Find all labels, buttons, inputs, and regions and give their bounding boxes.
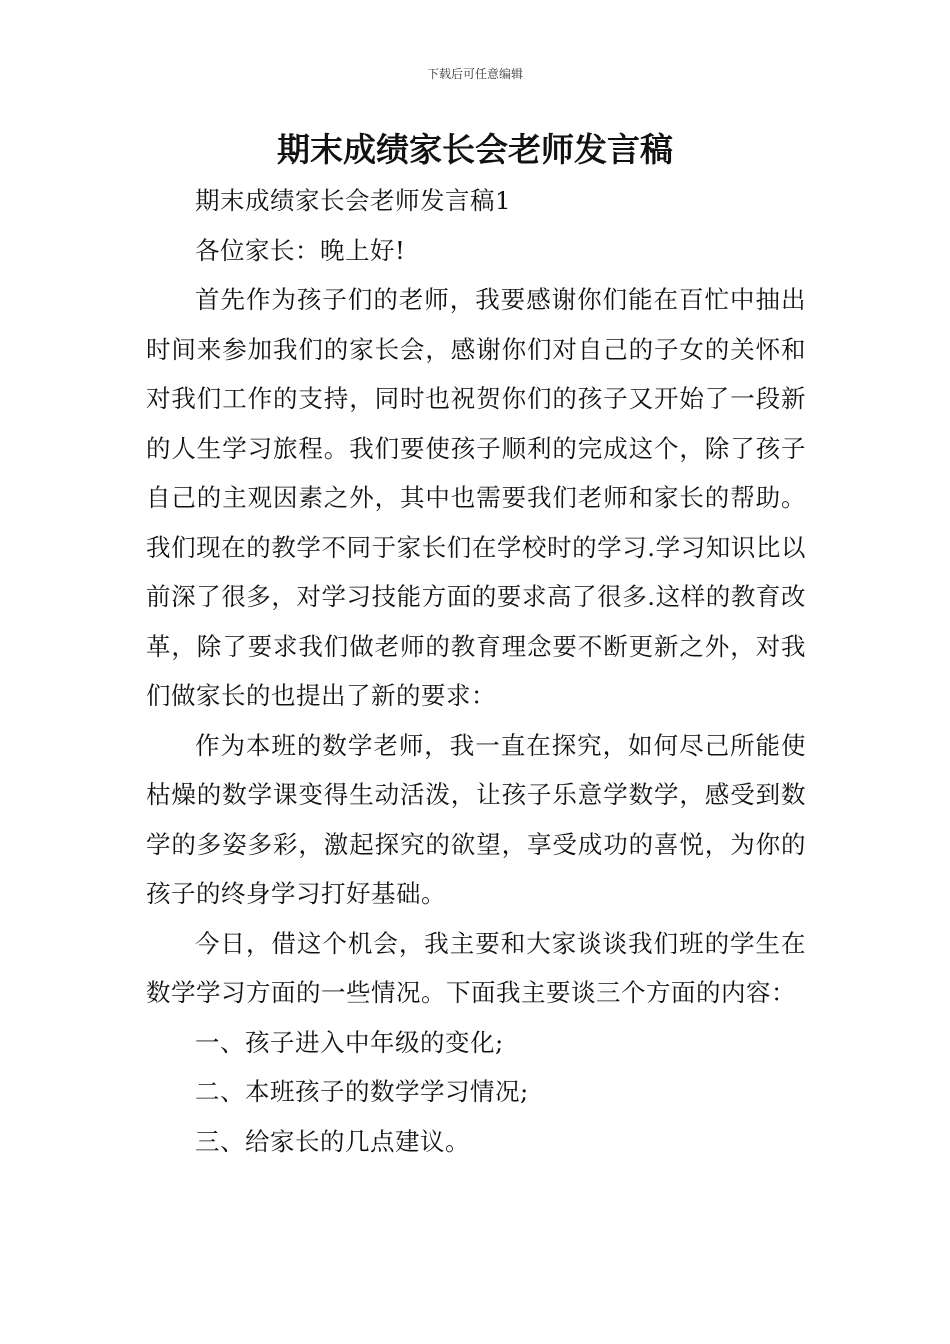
header-note: 下载后可任意编辑 (426, 67, 523, 81)
greeting-paragraph: 各位家长：晚上好! (195, 235, 406, 265)
list-item: 一、孩子进入中年级的变化; (195, 1027, 504, 1057)
list-item: 三、给家长的几点建议。 (195, 1126, 470, 1156)
document-title: 期末成绩家长会老师发言稿 (277, 130, 673, 169)
document-body (146, 176, 806, 1166)
section-heading: 期末成绩家长会老师发言稿1 (195, 186, 512, 215)
body-paragraph: 作为本班的数学老师，我一直在探究，如何尽己所能使枯燥的数学课变得生动活泼，让孩子乐意学数学，感受到数学的多姿多彩，激起探究的欲望，享受成功的喜悦，为你的孩子的终身学习打好基础。 (146, 730, 806, 908)
body-paragraph: 首先作为孩子们的老师，我要感谢你们能在百忙中抽出时间来参加我们的家长会，感谢你们对自己的子女的关怀和对我们工作的支持，同时也祝贺你们的孩子又开始了一段新的人生学习旅程。我们要使孩子顺利的完成这个，除了孩子自己的主观因素之外，其中也需要我们老师和家长的帮助。我们现在的教学不同于家长们在学校时的学习.学习知识比以前深了很多，对学习技能方面的要求高了很多.这样的教育改革，除了要求我们做老师的教育理念要不断更新之外，对我们做家长的也提出了新的要求： (146, 285, 806, 710)
list-item: 二、本班孩子的数学学习情况; (195, 1077, 529, 1106)
body-paragraph: 今日，借这个机会，我主要和大家谈谈我们班的学生在数学学习方面的一些情况。下面我主要谈三个方面的内容： (146, 928, 806, 1007)
